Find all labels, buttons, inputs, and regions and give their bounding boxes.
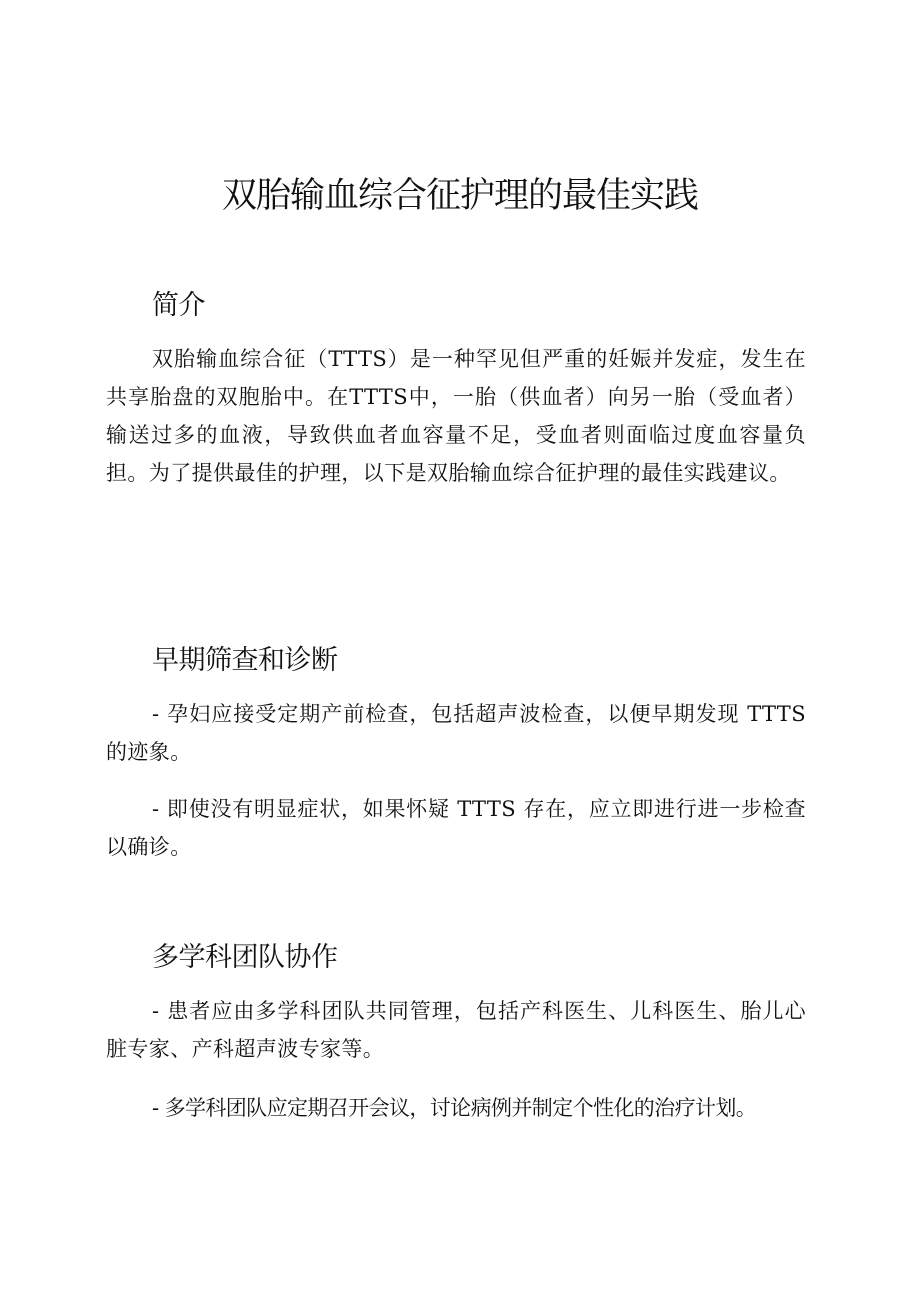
- team-item-1: - 患者应由多学科团队共同管理，包括产科医生、儿科医生、胎儿心脏专家、产科超声波专家等。: [106, 999, 806, 1061]
- screening-item-2: - 即使没有明显症状，如果怀疑 TTTS 存在，应立即进行进一步检查以确诊。: [106, 797, 806, 859]
- document-title: 双胎输血综合征护理的最佳实践: [221, 176, 698, 216]
- section-heading-screening: 早期筛查和诊断: [152, 645, 338, 676]
- team-item-2: - 多学科团队应定期召开会议，讨论病例并制定个性化的治疗计划。: [152, 1096, 757, 1120]
- screening-item-1: - 孕妇应接受定期产前检查，包括超声波检查，以便早期发现 TTTS 的迹象。: [106, 702, 806, 764]
- section-heading-intro: 简介: [152, 290, 205, 321]
- intro-paragraph: 双胎输血综合征（TTTS）是一种罕见但严重的妊娠并发症，发生在共享胎盘的双胞胎中。在TTTS中，一胎（供血者）向另一胎（受血者）输送过多的血液，导致供血者血容量不足，受血者则面临过度血容量负担。为了提供最佳的护理，以下是双胎输血综合征护理的最佳实践建议。: [106, 347, 806, 485]
- section-heading-team: 多学科团队协作: [152, 942, 338, 973]
